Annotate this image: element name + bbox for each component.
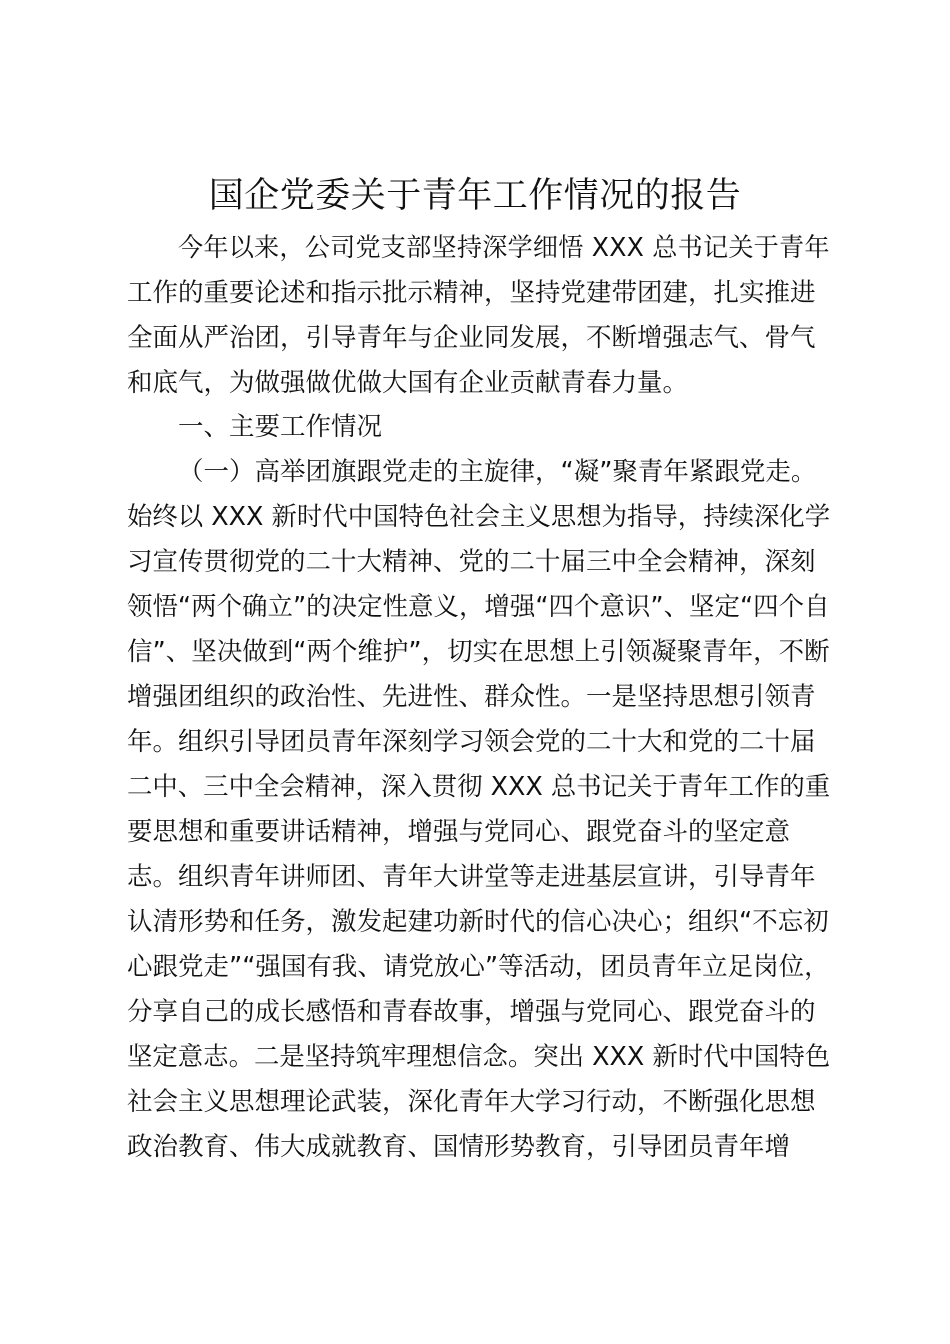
paragraph-line: 全面从严治团，引导青年与企业同发展，不断增强志气、骨气 [127, 323, 816, 353]
paragraph-line: 年。组织引导团员青年深刻学习领会党的二十大和党的二十届 [127, 727, 816, 757]
paragraph-line: 社会主义思想理论武装，深化青年大学习行动，不断强化思想 [127, 1087, 816, 1117]
paragraph-line: 要思想和重要讲话精神，增强与党同心、跟党奋斗的坚定意 [127, 817, 791, 847]
paragraph-line: 政治教育、伟大成就教育、国情形势教育，引导团员青年增 [127, 1132, 791, 1162]
paragraph-line: 心跟党走”“强国有我、请党放心”等活动，团员青年立足岗位， [127, 952, 830, 982]
paragraph-line: 分享自己的成长感悟和青春故事，增强与党同心、跟党奋斗的 [127, 997, 816, 1027]
paragraph-line: 始终以 XXX 新时代中国特色社会主义思想为指导，持续深化学 [127, 502, 831, 532]
paragraph-line: 增强团组织的政治性、先进性、群众性。一是坚持思想引领青 [127, 682, 816, 712]
document-title: 国企党委关于青年工作情况的报告 [208, 176, 742, 216]
paragraph-line: 二中、三中全会精神，深入贯彻 XXX 总书记关于青年工作的重 [127, 772, 831, 802]
subsection-heading: （一）高举团旗跟党走的主旋律，“凝”聚青年紧跟党走。 [178, 457, 817, 487]
paragraph-line: 今年以来，公司党支部坚持深学细悟 XXX 总书记关于青年 [178, 233, 830, 263]
paragraph-line: 坚定意志。二是坚持筑牢理想信念。突出 XXX 新时代中国特色 [127, 1042, 831, 1072]
paragraph-line: 习宣传贯彻党的二十大精神、党的二十届三中全会精神，深刻 [127, 547, 816, 577]
paragraph-line: 信”、坚决做到“两个维护”，切实在思想上引领凝聚青年，不断 [127, 637, 830, 667]
paragraph-line: 认清形势和任务，激发起建功新时代的信心决心；组织“不忘初 [127, 907, 829, 937]
paragraph-line: 志。组织青年讲师团、青年大讲堂等走进基层宣讲，引导青年 [127, 862, 816, 892]
paragraph-line: 领悟“两个确立”的决定性意义，增强“四个意识”、坚定“四个自 [127, 592, 830, 622]
paragraph-line: 工作的重要论述和指示批示精神，坚持党建带团建，扎实推进 [127, 278, 816, 308]
paragraph-line: 和底气，为做强做优做大国有企业贡献青春力量。 [127, 368, 689, 398]
section-heading: 一、主要工作情况 [178, 412, 383, 442]
